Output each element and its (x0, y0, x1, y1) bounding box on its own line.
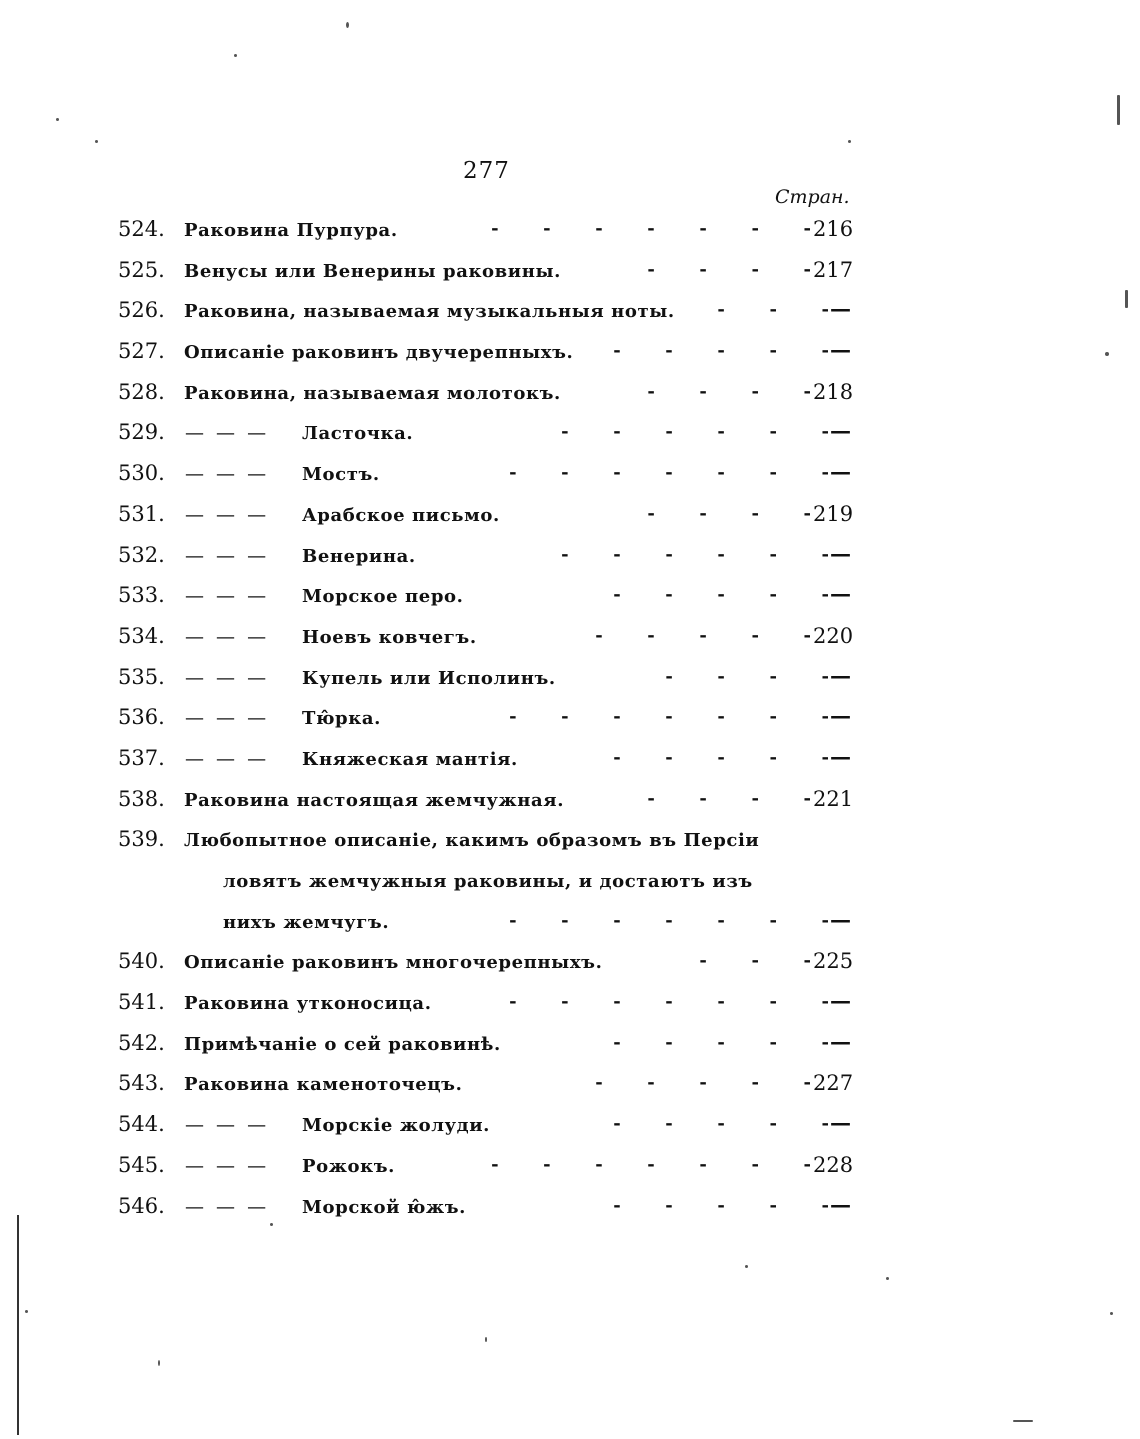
entry-title: Раковина утконосица. (184, 993, 432, 1015)
ditto-dashes: — — — (185, 707, 270, 730)
toc-entry (0, 1106, 1140, 1147)
dot-leader: - - - - (647, 258, 812, 280)
entry-title-line: нихъ жемчугъ. (223, 911, 390, 933)
entry-number: 539. (118, 827, 165, 852)
dot-leader: - - - - - - - (509, 462, 830, 484)
entry-number: 532. (118, 542, 165, 567)
ditto-dashes: — — — (185, 747, 270, 770)
toc-entry (0, 1065, 1140, 1106)
entry-page: — (830, 337, 851, 363)
toc-entry (0, 740, 1140, 781)
entry-page: — (830, 1028, 851, 1054)
entry-title: Арабское письмо. (302, 504, 500, 526)
dot-leader: - - - - (647, 787, 812, 809)
entry-title: Морское перо. (302, 586, 464, 608)
entry-page: — (830, 662, 851, 688)
ditto-dashes: — — — (185, 463, 270, 486)
toc-entry (0, 292, 1140, 333)
entry-title: Раковина, называемая музыкальныя ноты. (184, 301, 675, 323)
entry-page: — (830, 988, 851, 1014)
dot-leader: - - - - - (595, 1072, 812, 1094)
entry-title: Раковина Пурпура. (184, 220, 398, 241)
entry-number: 544. (118, 1112, 165, 1137)
entry-title: Примѣчаніе о сей раковинѣ. (184, 1033, 501, 1055)
entry-page: — (830, 1191, 851, 1217)
dot-leader: - - - - - (613, 584, 830, 606)
page-number: 277 (463, 158, 510, 184)
entry-number: 535. (118, 664, 165, 689)
toc-entry (0, 618, 1140, 659)
ditto-dashes: — — — (185, 503, 270, 526)
toc-entry (0, 699, 1140, 740)
entry-number: 541. (118, 990, 165, 1015)
scan-speck (1125, 290, 1128, 308)
scan-speck (25, 1310, 28, 1313)
entry-page: 227 (813, 1071, 854, 1096)
page-edge-rule (17, 1215, 19, 1435)
toc-entry (0, 1147, 1140, 1188)
scan-speck (56, 118, 59, 121)
entry-page: 225 (813, 949, 854, 974)
entry-page: 228 (813, 1152, 854, 1177)
entry-page: — (830, 540, 851, 566)
toc-entry (0, 496, 1140, 537)
scan-speck (848, 140, 851, 143)
entry-page: — (830, 1110, 851, 1136)
ditto-dashes: — — — (185, 1114, 270, 1137)
entry-title: Раковина, называемая молотокъ. (184, 382, 561, 404)
entry-title: Ноевъ ковчегъ. (302, 626, 477, 648)
entry-title: Ласточка. (302, 423, 414, 445)
entry-page: 221 (813, 786, 854, 811)
dot-leader: - - - - - - - (509, 991, 830, 1013)
entry-title-line: Любопытное описаніе, какимъ образомъ въ Персіи (184, 830, 760, 852)
toc-entry (0, 252, 1140, 293)
entry-title: Раковина каменоточецъ. (184, 1074, 463, 1096)
entry-page: — (830, 581, 851, 607)
entry-number: 537. (118, 745, 165, 770)
dot-leader: - - - - - - - (491, 218, 812, 239)
entry-title: Описаніе раковинъ многочерепныхъ. (184, 952, 603, 974)
ditto-dashes: — — — (185, 1154, 270, 1177)
entry-title: Раковина настоящая жемчужная. (184, 789, 565, 811)
entry-title: Венерина. (302, 545, 416, 567)
dot-leader: - - - (717, 299, 830, 321)
entry-number: 531. (118, 501, 165, 526)
toc-entry (0, 333, 1140, 374)
entry-page: — (830, 459, 851, 485)
entry-number: 536. (118, 705, 165, 730)
dot-leader: - - - - - (613, 1194, 830, 1216)
entry-page: — (830, 906, 851, 932)
dot-leader: - - - - - - (561, 543, 830, 565)
dot-leader: - - - - - (613, 340, 830, 362)
dot-leader: - - - - - - - (491, 1153, 812, 1175)
scan-speck (234, 54, 237, 57)
dot-leader: - - - - - - - (509, 909, 830, 931)
scan-speck (1105, 352, 1109, 356)
toc-entry (0, 414, 1140, 455)
dot-leader: - - - - - - (561, 421, 830, 443)
entry-number: 533. (118, 583, 165, 608)
ditto-dashes: — — — (185, 422, 270, 445)
dot-leader: - - - - - (613, 746, 830, 768)
toc-entry (0, 374, 1140, 415)
entry-number: 538. (118, 786, 165, 811)
ditto-dashes: — — — (185, 625, 270, 648)
entry-number: 524. (118, 217, 165, 241)
entry-page: — (830, 296, 851, 322)
entry-page: 218 (813, 379, 854, 404)
dot-leader: - - - - (665, 665, 830, 687)
entry-page: 219 (813, 501, 854, 526)
entry-number: 530. (118, 461, 165, 486)
entry-number: 534. (118, 623, 165, 648)
entry-number: 528. (118, 379, 165, 404)
toc-entry (0, 537, 1140, 578)
toc-entry-continuation (0, 903, 1140, 944)
scan-speck (886, 1277, 889, 1280)
entry-title-line: ловятъ жемчужныя раковины, и достаютъ изъ (223, 871, 753, 892)
entry-title: Рожокъ. (302, 1155, 395, 1177)
entry-number: 527. (118, 339, 165, 364)
toc-entry (0, 781, 1140, 822)
toc-entry (0, 577, 1140, 618)
dot-leader: - - - - - (613, 1113, 830, 1135)
entry-title: Мостъ. (302, 464, 380, 486)
entry-page: 217 (813, 257, 854, 282)
entry-title: Тю̂рка. (302, 708, 381, 730)
scan-speck (1117, 95, 1120, 125)
entry-page: 220 (813, 623, 854, 648)
entry-title: Описаніе раковинъ двучерепныхъ. (184, 342, 574, 364)
entry-number: 526. (118, 298, 165, 323)
toc-entry (0, 1188, 1140, 1229)
scan-speck (270, 1223, 273, 1226)
scan-speck (158, 1360, 160, 1366)
entry-title: Купель или Исполинъ. (302, 667, 556, 689)
ditto-dashes: — — — (185, 1195, 270, 1218)
ditto-dashes: — — — (185, 666, 270, 689)
entry-number: 540. (118, 949, 165, 974)
entry-title: Княжеская мантія. (302, 748, 518, 770)
toc-entry (0, 455, 1140, 496)
toc-entry-continuation (0, 862, 1140, 903)
scan-speck (485, 1337, 487, 1342)
scan-speck (745, 1265, 748, 1268)
ditto-dashes: — — — (185, 585, 270, 608)
entry-title: Морской ю̂жъ. (302, 1196, 467, 1218)
page-column-header: Стран. (775, 186, 850, 208)
dot-leader: - - - (699, 950, 812, 972)
scan-speck (346, 22, 349, 28)
entry-page: — (830, 743, 851, 769)
toc-entry (0, 659, 1140, 700)
toc-entry (0, 211, 1140, 252)
entry-number: 546. (118, 1193, 165, 1218)
table-of-contents (0, 211, 1140, 1228)
toc-entry (0, 984, 1140, 1025)
entry-number: 542. (118, 1030, 165, 1055)
dot-leader: - - - - - (595, 624, 812, 646)
entry-number: 529. (118, 420, 165, 445)
scan-speck (1110, 1312, 1113, 1315)
entry-title: Венусы или Венерины раковины. (184, 260, 562, 282)
dot-leader: - - - - (647, 502, 812, 524)
dot-leader: - - - - - - - (509, 706, 830, 728)
entry-page: 216 (813, 217, 854, 241)
scan-speck (95, 140, 98, 143)
dot-leader: - - - - (647, 380, 812, 402)
toc-entry (0, 821, 1140, 862)
dot-leader: - - - - - (613, 1031, 830, 1053)
entry-page: — (830, 418, 851, 444)
toc-entry (0, 943, 1140, 984)
ditto-dashes: — — — (185, 544, 270, 567)
scan-speck (1013, 1420, 1033, 1422)
entry-title: Морскіе жолуди. (302, 1115, 491, 1137)
entry-number: 525. (118, 257, 165, 282)
entry-number: 545. (118, 1152, 165, 1177)
toc-entry (0, 1025, 1140, 1066)
entry-page: — (830, 703, 851, 729)
entry-number: 543. (118, 1071, 165, 1096)
